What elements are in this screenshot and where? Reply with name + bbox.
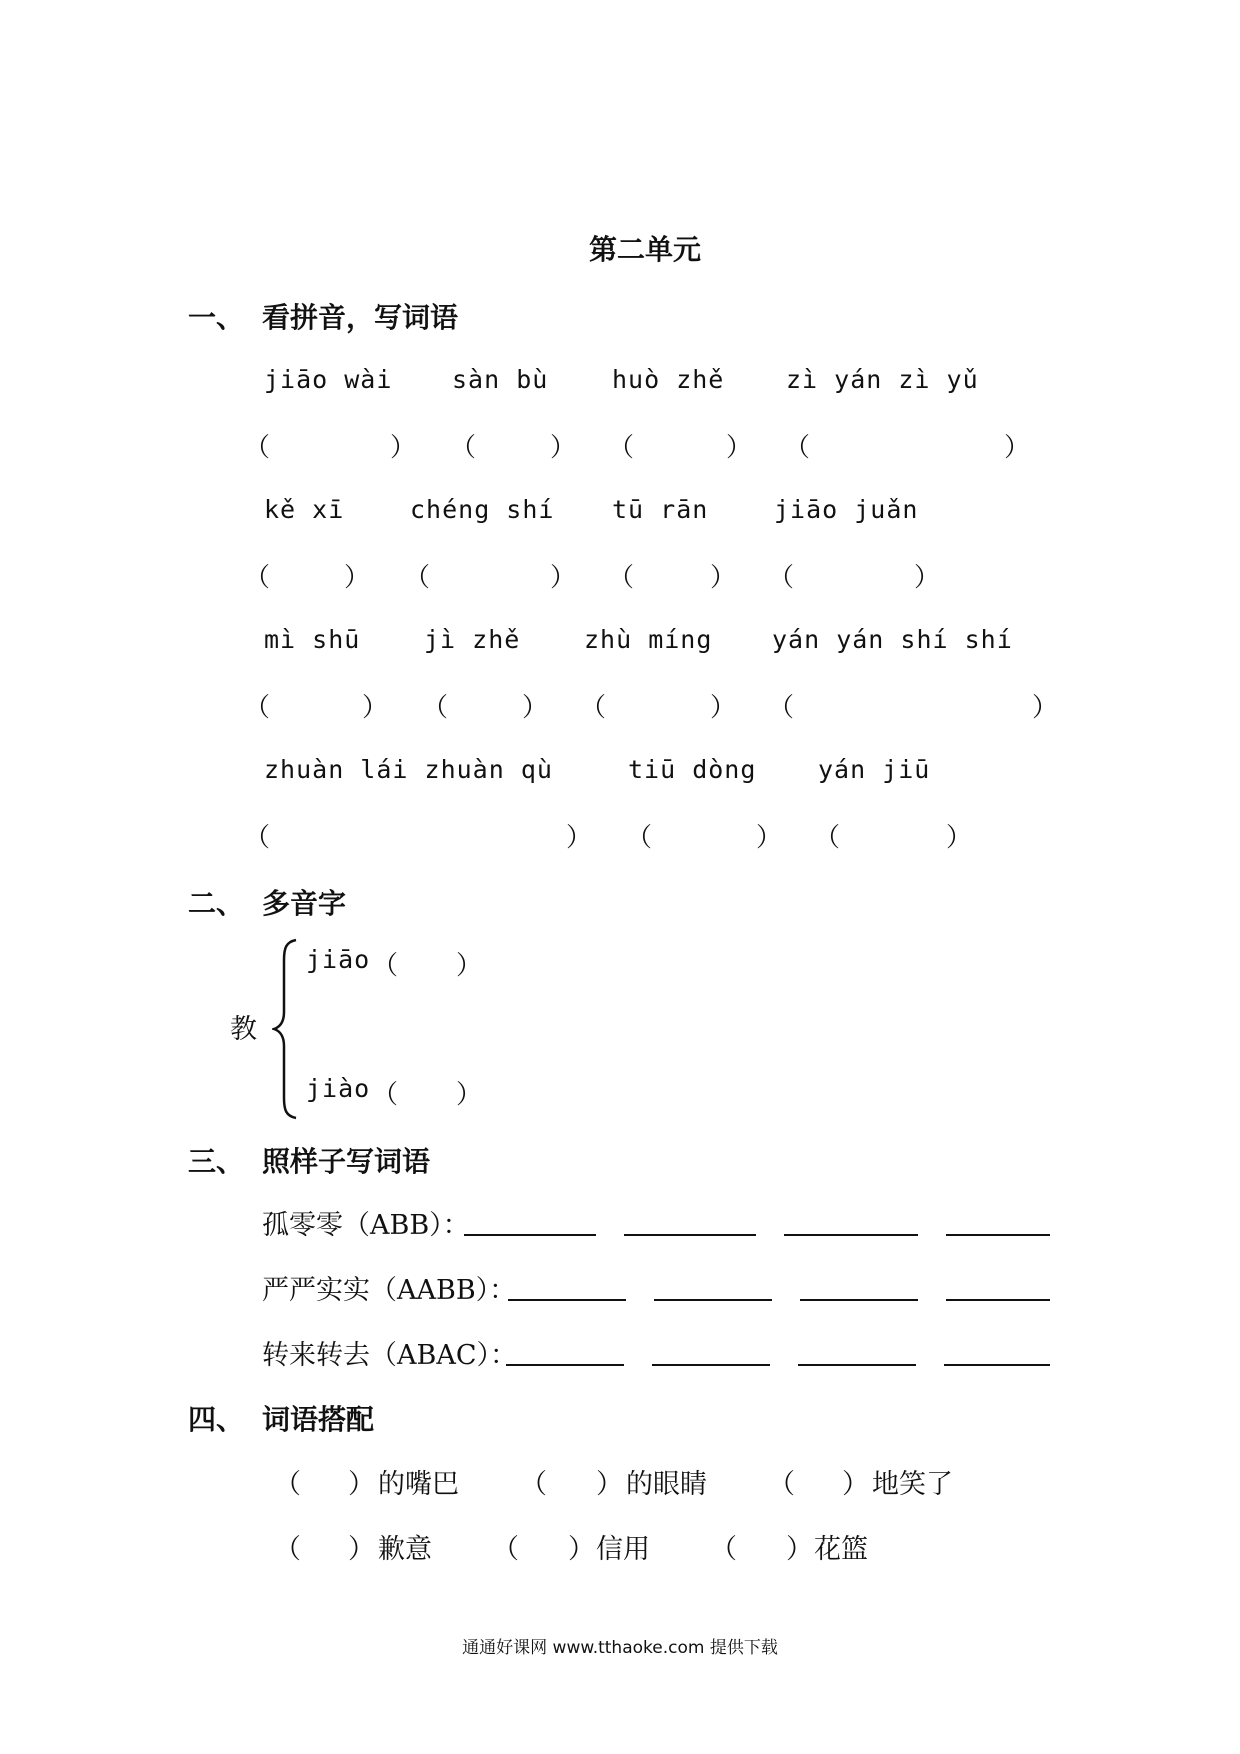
pinyin-item: jiāo juǎn [774,495,919,524]
answer-paren-close: ） [362,693,389,723]
answer-paren-close: ） [710,563,737,593]
answer-paren-open: （ [608,433,635,463]
pinyin-item: zhuàn lái zhuàn qù [264,755,553,784]
answer-paren-close: ） [568,1534,595,1565]
pinyin-item: zhù míng [584,625,713,654]
answer-blank [508,1299,626,1301]
answer-paren-open: （ [608,563,635,593]
answer-paren-close: ） [550,563,577,593]
pinyin-item: sàn bù [452,365,549,394]
answer-blank [506,1364,624,1366]
answer-paren-open: （ [814,823,841,853]
section-2-title: 多音字 [262,887,347,920]
pinyin-item: huò zhě [612,365,725,394]
phrase-suffix: 信用 [596,1534,650,1565]
answer-blank [946,1234,1050,1236]
answer-blank [800,1299,918,1301]
answer-paren-close: ） [348,1534,375,1565]
page-title: 第二单元 [588,233,701,266]
answer-paren-close: ） [390,433,417,463]
answer-paren-open: （ [450,433,477,463]
answer-paren-close: ） [946,823,973,853]
pinyin-item: tū rān [612,495,709,524]
answer-paren-close: ） [914,563,941,593]
pinyin-item: jiāo wài [264,365,393,394]
example-label: 严严实实（AABB）： [262,1275,517,1306]
answer-blank [464,1234,596,1236]
polyphone-character: 教 [230,1014,257,1045]
pinyin-item: jì zhě [424,625,521,654]
section-1-title: 看拼音，写词语 [262,301,459,334]
answer-paren-open: （ [404,563,431,593]
answer-blank [784,1234,918,1236]
phrase-suffix: 地笑了 [872,1469,953,1500]
answer-paren-open: （ [422,693,449,723]
answer-paren-open: （ [784,433,811,463]
pinyin-item: tiū dòng [628,755,757,784]
answer-blank [652,1364,770,1366]
section-3-number: 三、 [188,1145,245,1178]
answer-paren-open: （ [372,1080,399,1110]
answer-paren-open: （ [244,693,271,723]
answer-paren-open: （ [492,1534,519,1565]
answer-paren-open: （ [274,1469,301,1500]
answer-paren-close: ） [786,1534,813,1565]
answer-paren-close: ） [756,823,783,853]
answer-blank [654,1299,772,1301]
pinyin-item: mì shū [264,625,361,654]
answer-paren-close: ） [842,1469,869,1500]
answer-paren-close: ） [456,951,483,981]
pinyin-item: chéng shí [410,495,555,524]
answer-paren-open: （ [768,563,795,593]
phrase-suffix: 歉意 [378,1534,432,1565]
answer-paren-close: ） [596,1469,623,1500]
section-2-number: 二、 [188,887,245,920]
phrase-suffix: 花篮 [814,1534,868,1565]
answer-paren-close: ） [344,563,371,593]
answer-blank [624,1234,756,1236]
answer-blank [944,1364,1050,1366]
answer-paren-close: ） [456,1080,483,1110]
answer-paren-open: （ [244,433,271,463]
answer-paren-close: ） [1004,433,1031,463]
phrase-suffix: 的眼睛 [626,1469,707,1500]
pinyin-item: yán jiū [818,755,931,784]
section-3-title: 照样子写词语 [262,1145,431,1178]
section-1-number: 一、 [188,301,245,334]
phrase-suffix: 的嘴巴 [378,1469,459,1500]
answer-paren-open: （ [710,1534,737,1565]
answer-paren-close: ） [522,693,549,723]
pinyin-item: kě xī [264,495,345,524]
section-4-number: 四、 [188,1403,245,1436]
pinyin-item: zì yán zì yǔ [786,365,979,394]
answer-paren-open: （ [244,563,271,593]
answer-paren-open: （ [580,693,607,723]
answer-paren-open: （ [244,823,271,853]
answer-paren-open: （ [626,823,653,853]
answer-blank [798,1364,916,1366]
answer-blank [946,1299,1050,1301]
answer-paren-open: （ [520,1469,547,1500]
answer-paren-open: （ [372,951,399,981]
answer-paren-open: （ [274,1534,301,1565]
answer-paren-close: ） [550,433,577,463]
answer-paren-open: （ [768,693,795,723]
polyphone-reading: jiào [306,1074,371,1103]
answer-paren-close: ） [348,1469,375,1500]
pinyin-item: yán yán shí shí [772,625,1013,654]
polyphone-reading: jiāo [306,945,371,974]
section-4-title: 词语搭配 [262,1403,375,1436]
curly-brace-icon [272,938,300,1120]
example-label: 转来转去（ABAC）： [262,1340,517,1371]
answer-paren-close: ） [566,823,593,853]
answer-paren-close: ） [710,693,737,723]
answer-paren-open: （ [768,1469,795,1500]
answer-paren-close: ） [726,433,753,463]
footer-text: 通通好课网 www.tthaoke.com 提供下载 [462,1638,778,1658]
answer-paren-close: ） [1032,693,1059,723]
example-label: 孤零零（ABB）： [262,1210,470,1241]
